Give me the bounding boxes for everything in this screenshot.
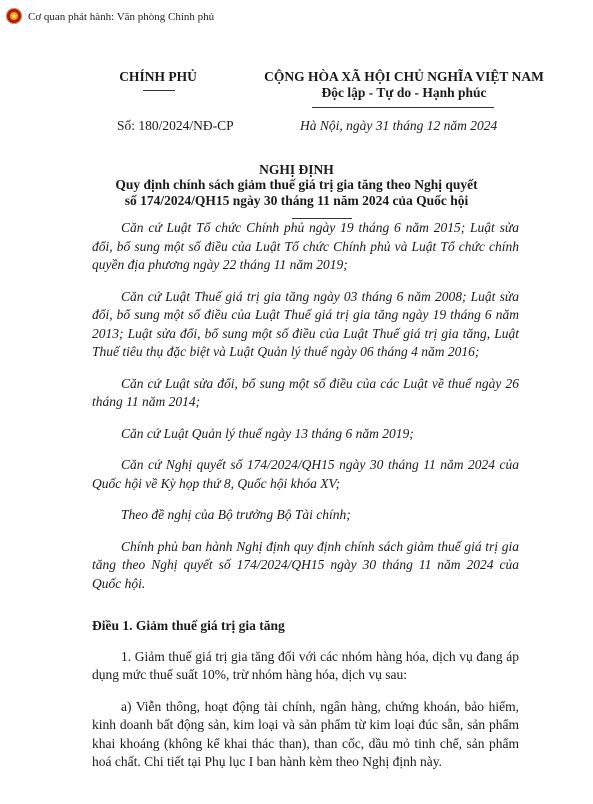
document-number: Số: 180/2024/NĐ-CP xyxy=(117,118,234,133)
title-line-2: số 174/2024/QH15 ngày 30 tháng 11 năm 2024 của Quốc hội xyxy=(124,193,469,208)
document-type: NGHỊ ĐỊNH xyxy=(259,162,334,177)
issuer-label: Cơ quan phát hành: Văn phòng Chính phủ xyxy=(28,11,215,23)
national-emblem-icon xyxy=(6,8,22,24)
preamble-paragraph: Chính phủ ban hành Nghị định quy định chính sách giảm thuế giá trị gia tăng theo Nghị quyết số 174/2024/QH15 ngày 30 tháng 11 năm 2024 của Quốc hội. xyxy=(92,538,519,591)
agency-underline xyxy=(143,90,175,91)
place-date: Hà Nội, ngày 31 tháng 12 năm 2024 xyxy=(300,118,498,133)
motto-underline xyxy=(312,107,494,108)
viewer-top-bar xyxy=(0,0,593,34)
point-paragraph: a) Viễn thông, hoạt động tài chính, ngân hàng, chứng khoán, bảo hiểm, kinh doanh bất động sản, kim loại và sản phẩm từ kim loại đúc sẵn, sản phẩm khai khoáng (không kể khai thác than), than cốc, dầu mỏ tinh chế, sản phẩm hoá chất. Chi tiết tại Phụ lục I ban hành kèm theo Nghị định này. xyxy=(92,698,519,769)
document-page xyxy=(0,34,593,804)
preamble-paragraph: Căn cứ Luật Quản lý thuế ngày 13 tháng 6 năm 2019; xyxy=(121,425,414,441)
clause-paragraph: 1. Giảm thuế giá trị gia tăng đối với các nhóm hàng hóa, dịch vụ đang áp dụng mức thuế suất 10%, trừ nhóm hàng hóa, dịch vụ sau: xyxy=(92,648,519,682)
issuing-agency: CHÍNH PHỦ xyxy=(119,69,197,84)
national-header xyxy=(258,69,550,101)
title-line-1: Quy định chính sách giảm thuế giá trị gia tăng theo Nghị quyết xyxy=(115,177,478,192)
preamble-paragraph: Căn cứ Luật sửa đổi, bổ sung một số điều của các Luật về thuế ngày 26 tháng 11 năm 2014; xyxy=(92,375,519,409)
article-heading: Điều 1. Giảm thuế giá trị gia tăng xyxy=(92,618,285,633)
preamble-paragraph: Theo đề nghị của Bộ trưởng Bộ Tài chính; xyxy=(121,507,351,522)
nation-name: CỘNG HÒA XÃ HỘI CHỦ NGHĨA VIỆT NAM xyxy=(264,69,544,84)
national-motto: Độc lập - Tự do - Hạnh phúc xyxy=(321,85,487,100)
preamble-paragraph: Căn cứ Nghị quyết số 174/2024/QH15 ngày 30 tháng 11 năm 2024 của Quốc hội về Kỳ họp thứ 8, Quốc hội khóa XV; xyxy=(92,457,519,491)
document-body xyxy=(92,219,519,785)
preamble-paragraph: Căn cứ Luật Thuế giá trị gia tăng ngày 03 tháng 6 năm 2008; Luật sửa đổi, bổ sung một số điều của Luật Thuế giá trị gia tăng ngày 19 tháng 6 năm 2013; Luật sửa đổi, bổ sung một số điều của Luật Thuế giá trị gia tăng, Luật Thuế tiêu thụ đặc biệt và Luật Quản lý thuế ngày 06 tháng 4 năm 2016; xyxy=(92,288,519,359)
document-title xyxy=(0,177,593,209)
preamble-paragraph: Căn cứ Luật Tổ chức Chính phủ ngày 19 tháng 6 năm 2015; Luật sửa đổi, bổ sung một số điều của Luật Tổ chức Chính phủ và Luật Tổ chức chính quyền địa phương ngày 22 tháng 11 năm 2019; xyxy=(92,220,519,272)
